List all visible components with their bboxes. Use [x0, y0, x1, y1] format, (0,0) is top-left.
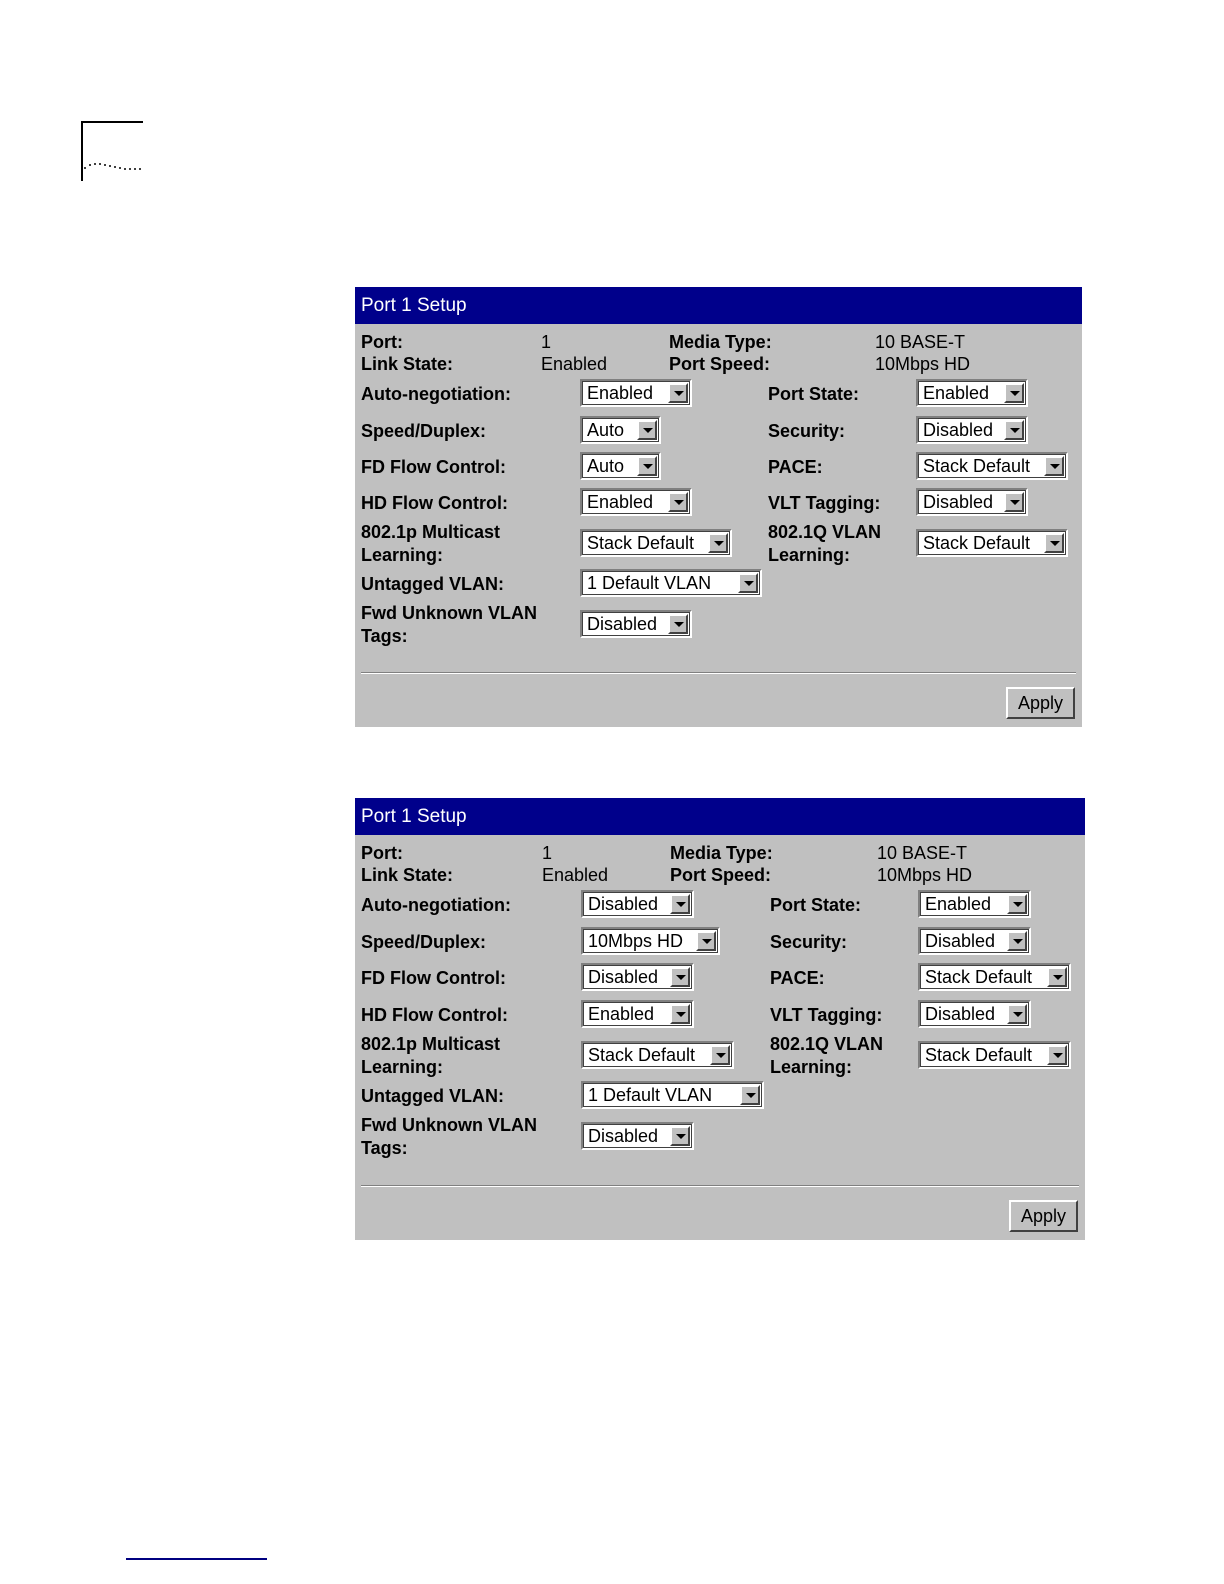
- fd-flow-control-label: FD Flow Control:: [361, 457, 506, 477]
- dropdown-arrow-icon[interactable]: [670, 894, 690, 914]
- dropdown-arrow-icon[interactable]: [708, 533, 728, 553]
- select-value: Enabled: [923, 383, 990, 403]
- link-state-value: Enabled: [541, 354, 608, 374]
- speed-duplex-select[interactable]: [580, 416, 661, 444]
- dropdown-arrow-icon[interactable]: [1047, 1045, 1067, 1065]
- dropdown-arrow-icon[interactable]: [1044, 533, 1064, 553]
- port-setup-panel-1: [355, 287, 1082, 727]
- select-value: Disabled: [588, 967, 659, 987]
- select-value: Enabled: [925, 894, 992, 914]
- port-state-label: Port State:: [770, 895, 862, 915]
- multicast-learning-select[interactable]: [581, 1041, 734, 1069]
- panel-title: Port 1 Setup: [355, 287, 1082, 324]
- speed-duplex-select[interactable]: [581, 927, 720, 955]
- select-value: 1 Default VLAN: [588, 1085, 713, 1105]
- select-value: Disabled: [925, 1004, 996, 1024]
- select-value: Enabled: [588, 1004, 655, 1024]
- security-label: Security:: [770, 932, 848, 952]
- vlan-learning-label-line1: 802.1Q VLAN: [768, 522, 882, 542]
- multicast-learning-label-line2: Learning:: [361, 545, 444, 565]
- port-speed-label: Port Speed:: [670, 865, 772, 885]
- dropdown-arrow-icon[interactable]: [670, 1126, 690, 1146]
- fwd-unknown-label-line2: Tags:: [361, 1138, 408, 1158]
- corner-dots-decoration: [84, 160, 144, 176]
- divider: [361, 672, 1076, 674]
- fwd-unknown-select[interactable]: [581, 1122, 694, 1150]
- select-value: Stack Default: [588, 1045, 696, 1065]
- multicast-learning-label-line1: 802.1p Multicast: [361, 522, 501, 542]
- auto-negotiation-select[interactable]: [581, 890, 694, 918]
- port-value: 1: [541, 332, 552, 352]
- hd-flow-control-label: HD Flow Control:: [361, 1005, 508, 1025]
- speed-duplex-label: Speed/Duplex:: [361, 421, 487, 441]
- pace-select[interactable]: [916, 452, 1068, 480]
- select-value: Stack Default: [923, 456, 1031, 476]
- multicast-learning-label-line2: Learning:: [361, 1057, 444, 1077]
- vlan-learning-select[interactable]: [918, 1041, 1071, 1069]
- select-value: Disabled: [588, 894, 659, 914]
- multicast-learning-select[interactable]: [580, 529, 732, 557]
- hd-flow-control-label: HD Flow Control:: [361, 493, 508, 513]
- dropdown-arrow-icon[interactable]: [1004, 383, 1024, 403]
- dropdown-arrow-icon[interactable]: [1044, 456, 1064, 476]
- select-value: Disabled: [923, 492, 994, 512]
- footer-line: [126, 1558, 267, 1560]
- select-value: Stack Default: [587, 533, 695, 553]
- fwd-unknown-select[interactable]: [580, 610, 692, 638]
- hd-flow-control-select[interactable]: [581, 1000, 694, 1028]
- vlan-learning-select[interactable]: [916, 529, 1068, 557]
- select-value: 1 Default VLAN: [587, 573, 712, 593]
- untagged-vlan-label: Untagged VLAN:: [361, 1086, 504, 1106]
- auto-negotiation-label: Auto-negotiation:: [361, 895, 511, 915]
- dropdown-arrow-icon[interactable]: [1007, 1004, 1027, 1024]
- vlan-learning-label-line2: Learning:: [768, 545, 851, 565]
- dropdown-arrow-icon[interactable]: [696, 931, 716, 951]
- port-label: Port:: [361, 332, 403, 352]
- fwd-unknown-label-line1: Fwd Unknown VLAN: [361, 603, 537, 623]
- untagged-vlan-label: Untagged VLAN:: [361, 574, 504, 594]
- select-value: Disabled: [923, 420, 994, 440]
- select-value: 10Mbps HD: [588, 931, 684, 951]
- vlt-tagging-select[interactable]: [916, 488, 1028, 516]
- fd-flow-control-select[interactable]: [581, 963, 694, 991]
- security-select[interactable]: [916, 416, 1028, 444]
- dropdown-arrow-icon[interactable]: [740, 1085, 760, 1105]
- dropdown-arrow-icon[interactable]: [637, 456, 657, 476]
- vlt-tagging-select[interactable]: [918, 1000, 1031, 1028]
- security-label: Security:: [768, 421, 846, 441]
- vlan-learning-label-line1: 802.1Q VLAN: [770, 1034, 884, 1054]
- media-type-label: Media Type:: [669, 332, 772, 352]
- fd-flow-control-select[interactable]: [580, 452, 661, 480]
- apply-button[interactable]: Apply: [1006, 687, 1075, 719]
- pace-label: PACE:: [770, 968, 825, 988]
- port-setup-panel-2: [355, 798, 1085, 1240]
- link-state-label: Link State:: [361, 354, 454, 374]
- vlt-tagging-label: VLT Tagging:: [770, 1005, 883, 1025]
- port-state-select[interactable]: [918, 890, 1031, 918]
- port-speed-label: Port Speed:: [669, 354, 771, 374]
- port-label: Port:: [361, 843, 403, 863]
- vlt-tagging-label: VLT Tagging:: [768, 493, 881, 513]
- fd-flow-control-label: FD Flow Control:: [361, 968, 506, 988]
- link-state-label: Link State:: [361, 865, 454, 885]
- select-value: Stack Default: [925, 1045, 1033, 1065]
- media-type-label: Media Type:: [670, 843, 773, 863]
- pace-select[interactable]: [918, 963, 1071, 991]
- apply-button[interactable]: Apply: [1009, 1200, 1078, 1232]
- pace-label: PACE:: [768, 457, 823, 477]
- vlan-learning-label-line2: Learning:: [770, 1057, 853, 1077]
- select-value: Stack Default: [923, 533, 1031, 553]
- untagged-vlan-select[interactable]: [580, 569, 762, 597]
- hd-flow-control-select[interactable]: [580, 488, 692, 516]
- dropdown-arrow-icon[interactable]: [1004, 420, 1024, 440]
- panel-title: Port 1 Setup: [355, 798, 1085, 835]
- link-state-value: Enabled: [542, 865, 609, 885]
- speed-duplex-label: Speed/Duplex:: [361, 932, 487, 952]
- fwd-unknown-label-line1: Fwd Unknown VLAN: [361, 1115, 537, 1135]
- select-value: Auto: [587, 420, 625, 440]
- media-type-value: 10 BASE-T: [875, 332, 966, 352]
- dropdown-arrow-icon[interactable]: [1007, 931, 1027, 951]
- port-speed-value: 10Mbps HD: [875, 354, 971, 374]
- auto-negotiation-select[interactable]: [580, 379, 692, 407]
- dropdown-arrow-icon[interactable]: [668, 383, 688, 403]
- port-state-label: Port State:: [768, 384, 860, 404]
- dropdown-arrow-icon[interactable]: [738, 573, 758, 593]
- dropdown-arrow-icon[interactable]: [668, 492, 688, 512]
- port-value: 1: [542, 843, 553, 863]
- port-state-select[interactable]: [916, 379, 1028, 407]
- auto-negotiation-label: Auto-negotiation:: [361, 384, 511, 404]
- divider: [361, 1185, 1079, 1187]
- dropdown-arrow-icon[interactable]: [1004, 492, 1024, 512]
- select-value: Enabled: [587, 383, 654, 403]
- dropdown-arrow-icon[interactable]: [1007, 894, 1027, 914]
- dropdown-arrow-icon[interactable]: [670, 967, 690, 987]
- media-type-value: 10 BASE-T: [877, 843, 968, 863]
- select-value: Auto: [587, 456, 625, 476]
- multicast-learning-label-line1: 802.1p Multicast: [361, 1034, 501, 1054]
- select-value: Enabled: [587, 492, 654, 512]
- port-speed-value: 10Mbps HD: [877, 865, 973, 885]
- dropdown-arrow-icon[interactable]: [1047, 967, 1067, 987]
- select-value: Disabled: [925, 931, 996, 951]
- untagged-vlan-select[interactable]: [581, 1081, 764, 1109]
- select-value: Stack Default: [925, 967, 1033, 987]
- select-value: Disabled: [587, 614, 658, 634]
- security-select[interactable]: [918, 927, 1031, 955]
- dropdown-arrow-icon[interactable]: [670, 1004, 690, 1024]
- dropdown-arrow-icon[interactable]: [637, 420, 657, 440]
- dropdown-arrow-icon[interactable]: [710, 1045, 730, 1065]
- fwd-unknown-label-line2: Tags:: [361, 626, 408, 646]
- dropdown-arrow-icon[interactable]: [668, 614, 688, 634]
- select-value: Disabled: [588, 1126, 659, 1146]
